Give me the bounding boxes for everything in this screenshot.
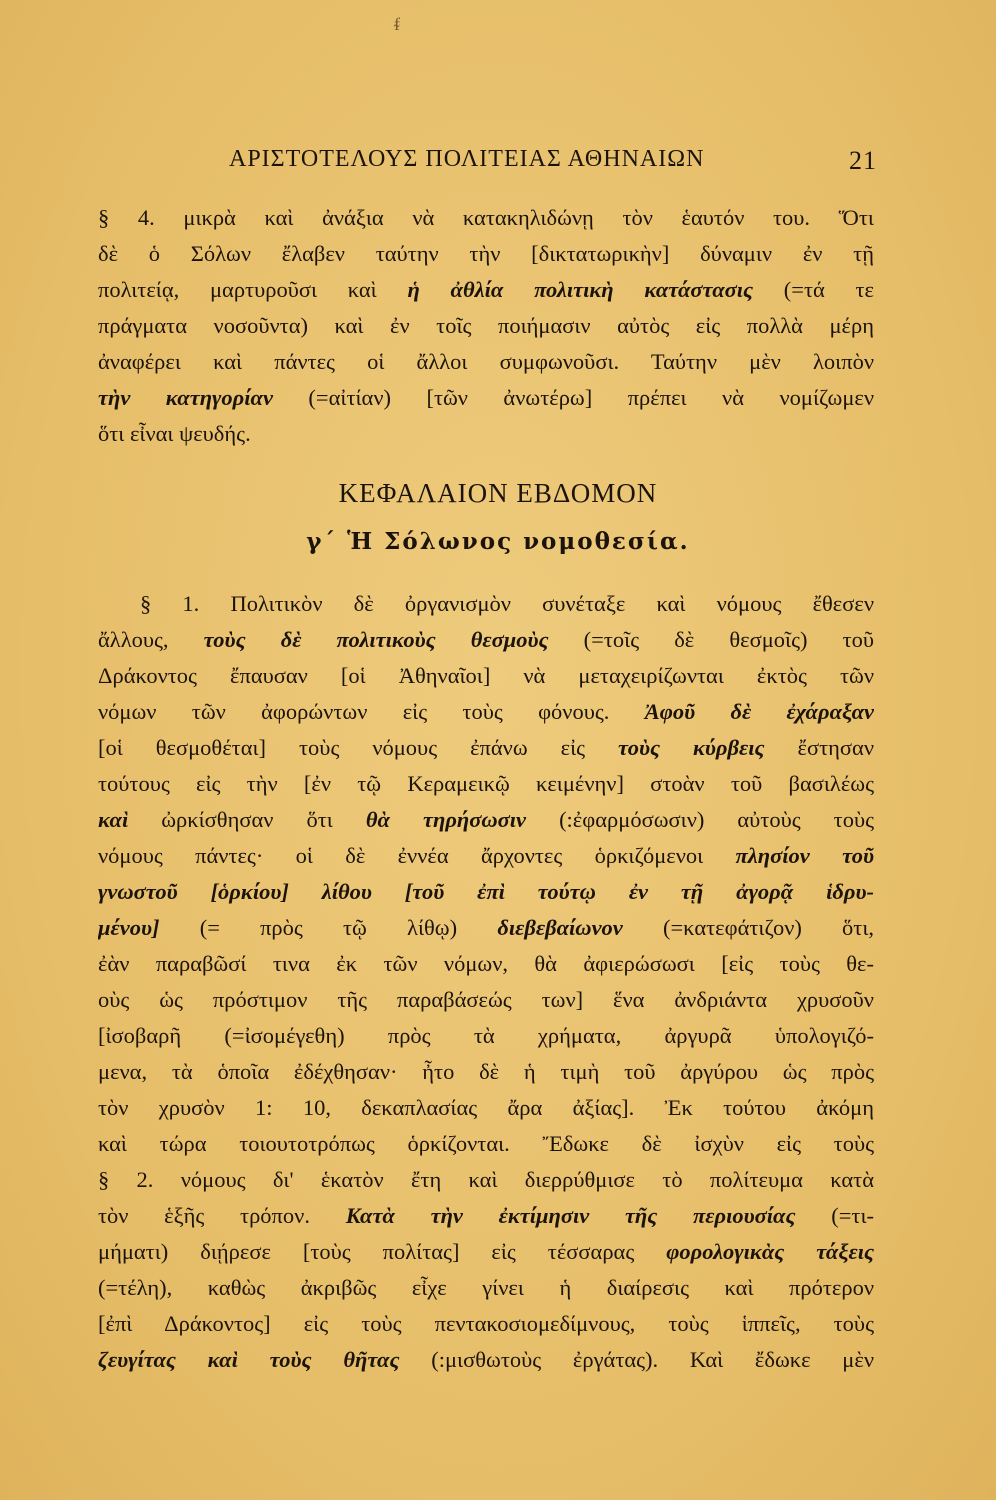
emphasis: γνωστοῦ [ὁρκίου] λίθου [τοῦ ἐπὶ τούτῳ ἐν τῇ ἀγορᾷ ἱδρυ- — [98, 879, 874, 904]
emphasis: ζευγίτας καὶ τοὺς θῆτας — [98, 1347, 400, 1372]
text-line: (=τέλη), καθὼς ἀκριβῶς εἶχε γίνει ἡ διαίρεσις καὶ πρότερον — [98, 1275, 874, 1300]
chapter-heading: ΚΕΦΑΛΑΙΟΝ ΕΒΔΟΜΟΝ — [338, 478, 658, 508]
text-line: § 1. Πολιτικὸν δὲ ὀργανισμὸν συνέταξε καὶ νόμους ἔθεσεν — [140, 591, 874, 616]
text-line: [ἐπὶ Δράκοντος] εἰς τοὺς πεντακοσιομεδίμνους, τοὺς ἱππεῖς, τοὺς — [98, 1311, 874, 1336]
text-line: ὅτι εἶναι ψευδής. — [98, 421, 251, 446]
section-heading: γ΄ Ἡ Σόλωνος νομοθεσία. — [306, 528, 690, 555]
running-head-title: ΑΡΙΣΤΟΤΕΛΟΥΣ ΠΟΛΙΤΕΙΑΣ ΑΘΗΝΑΙΩΝ — [229, 146, 705, 172]
emphasis: Ἀφοῦ δὲ ἐχάραξαν — [644, 699, 874, 724]
page-number: 21 — [849, 146, 877, 175]
emphasis: διεβεβαίωνον — [497, 915, 623, 940]
text-line: Δράκοντος ἔπαυσαν [οἱ Ἀθηναῖοι] νὰ μεταχειρίζωνται ἐκτὸς τῶν — [98, 663, 874, 688]
text-line: ἄλλους, τοὺς δὲ πολιτικοὺς θεσμοὺς (=τοῖς δὲ θεσμοῖς) τοῦ — [98, 627, 874, 652]
text-line: τούτους εἰς τὴν [ἐν τῷ Κεραμεικῷ κειμένην] στοὰν τοῦ βασιλέως — [98, 771, 874, 796]
emphasis: τὴν κατηγορίαν — [98, 385, 273, 410]
text-line: δὲ ὁ Σόλων ἔλαβεν ταύτην τὴν [δικτατωρικὴν] δύναμιν ἐν τῇ — [98, 241, 874, 266]
emphasis: θὰ τηρήσωσιν — [365, 807, 527, 832]
text-line: νόμους πάντες· οἱ δὲ ἐννέα ἄρχοντες ὁρκιζόμενοι πλησίον τοῦ — [98, 843, 874, 868]
text-line: ἐὰν παραβῶσί τινα ἐκ τῶν νόμων, θὰ ἀφιερώσωσι [εἰς τοὺς θε- — [98, 951, 874, 976]
text-line — [98, 874, 874, 910]
text-line: τὸν χρυσὸν 1: 10, δεκαπλασίας ἄρα ἀξίας]. Ἐκ τούτου ἀκόμη — [98, 1095, 874, 1120]
text-line: [ἰσοβαρῆ (=ἰσομέγεθη) πρὸς τὰ χρήματα, ἀργυρᾶ ὑπολογιζό- — [98, 1023, 874, 1048]
emphasis: φορολογικὰς τάξεις — [666, 1239, 874, 1264]
emphasis: πλησίον τοῦ — [735, 843, 874, 868]
text-line: μενα, τὰ ὁποῖα ἐδέχθησαν· ἦτο δὲ ἡ τιμὴ τοῦ ἀργύρου ὡς πρὸς — [98, 1059, 874, 1084]
emphasis: Κατὰ τὴν ἐκτίμησιν τῆς περιουσίας — [345, 1203, 796, 1228]
text-line: § 2. νόμους δι' ἑκατὸν ἔτη καὶ διερρύθμισε τὸ πολίτευμα κατὰ — [98, 1167, 874, 1192]
emphasis: τοὺς κύρβεις — [618, 735, 765, 760]
text-line: οὺς ὡς πρόστιμον τῆς παραβάσεώς των] ἕνα ἀνδριάντα χρυσοῦν — [98, 987, 874, 1012]
text-line: καὶ ὠρκίσθησαν ὅτι θὰ τηρήσωσιν (:ἐφαρμόσωσιν) αὐτοὺς τοὺς — [98, 807, 874, 832]
text-line: [οἱ θεσμοθέται] τοὺς νόμους ἐπάνω εἰς τοὺς κύρβεις ἔστησαν — [98, 735, 874, 760]
emphasis: τοὺς δὲ πολιτικοὺς θεσμοὺς — [203, 627, 549, 652]
text-line: μένου] (= πρὸς τῷ λίθῳ) διεβεβαίωνον (=κατεφάτιζον) ὅτι, — [98, 915, 874, 940]
text-line: πολιτείᾳ, μαρτυροῦσι καὶ ἡ ἀθλία πολιτικὴ κατάστασις (=τά τε — [98, 277, 874, 302]
text-line: πράγματα νοσοῦντα) καὶ ἐν τοῖς ποιήμασιν αὐτὸς εἰς πολλὰ μέρη — [98, 313, 874, 338]
text-line: τὸν ἑξῆς τρόπον. Κατὰ τὴν ἐκτίμησιν τῆς περιουσίας (=τι- — [98, 1203, 874, 1228]
emphasis: μένου] — [98, 915, 160, 940]
text-line: τὴν κατηγορίαν (=αἰτίαν) [τῶν ἀνωτέρω] πρέπει νὰ νομίζωμεν — [98, 385, 874, 410]
ink-speck-icon: ᵮ — [394, 14, 400, 35]
text-line: καὶ τώρα τοιουτοτρόπως ὁρκίζονται. Ἔδωκε δὲ ἰσχὺν εἰς τοὺς — [98, 1131, 874, 1156]
text-line: ἀναφέρει καὶ πάντες οἱ ἄλλοι συμφωνοῦσι. Ταύτην μὲν λοιπὸν — [98, 349, 874, 374]
text-line: νόμων τῶν ἀφορώντων εἰς τοὺς φόνους. Ἀφοῦ δὲ ἐχάραξαν — [98, 699, 874, 724]
text-line: μήματι) διῄρεσε [τοὺς πολίτας] εἰς τέσσαρας φορολογικὰς τάξεις — [98, 1239, 874, 1264]
text-line: § 4. μικρὰ καὶ ἀνάξια νὰ κατακηλιδώνῃ τὸν ἑαυτόν του. Ὅτι — [98, 205, 874, 230]
text-line: ζευγίτας καὶ τοὺς θῆτας (:μισθωτοὺς ἐργάτας). Καὶ ἔδωκε μὲν — [98, 1347, 874, 1372]
emphasis: ἡ ἀθλία πολιτικὴ κατάστασις — [407, 277, 754, 302]
